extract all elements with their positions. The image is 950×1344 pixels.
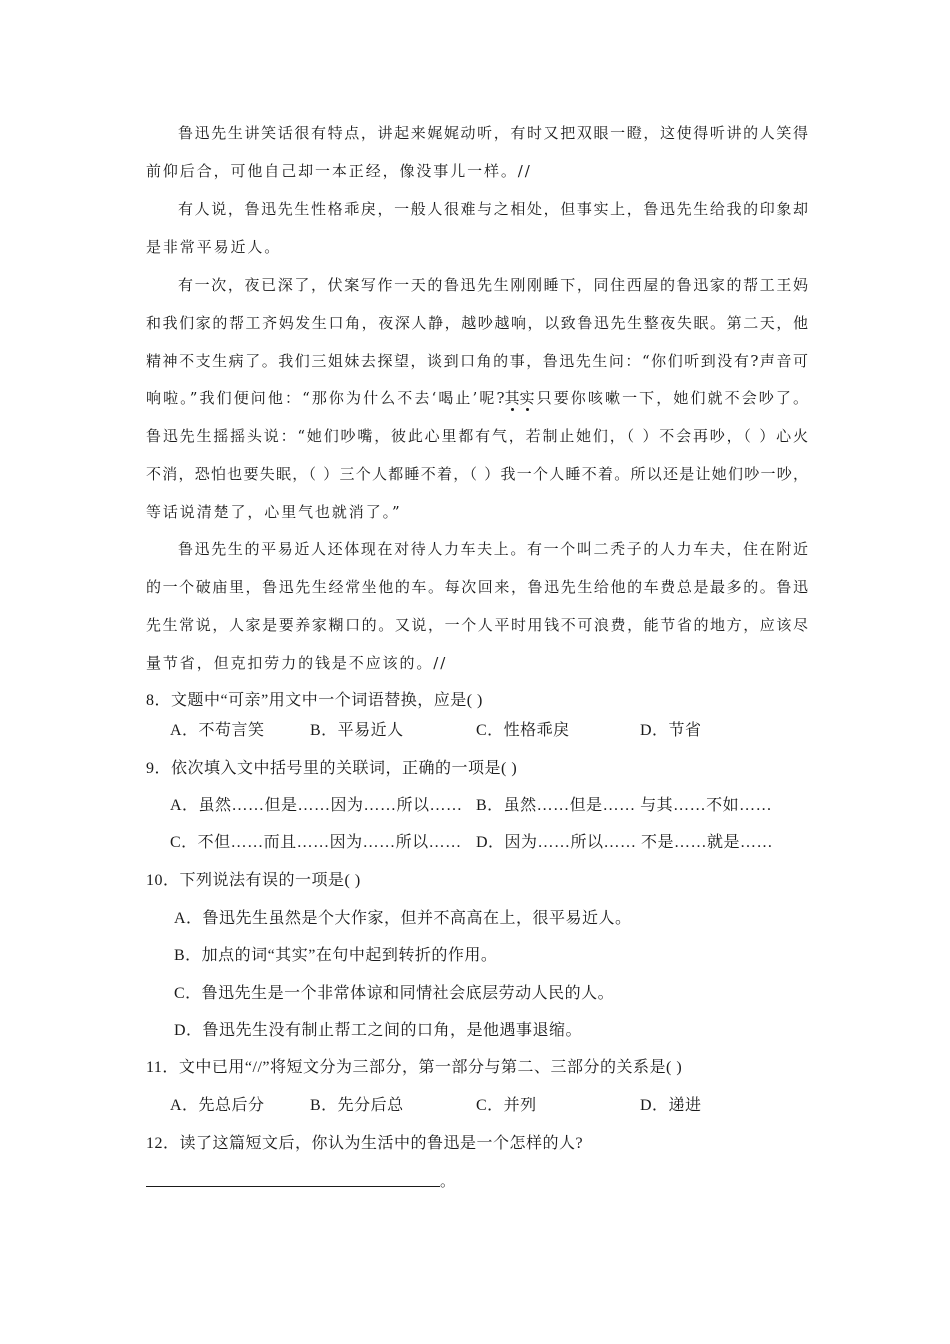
- passage-p1-line2: 前仰后合，可他自己却一本正经，像没事儿一样。//: [146, 162, 532, 180]
- question-9-option-a[interactable]: A．虽然……但是……因为……所以……: [170, 797, 463, 814]
- question-9-option-b[interactable]: B．虽然……但是…… 与其……不如……: [476, 797, 773, 814]
- passage-p4-line2: 的一个破庙里，鲁迅先生经常坐他的车。每次回来，鲁迅先生给他的车费总是最多的。鲁迅: [146, 578, 808, 596]
- question-10-option-c[interactable]: C．鲁迅先生是一个非常体谅和同情社会底层劳动人民的人。: [174, 985, 615, 1002]
- passage-p3-line2: 和我们家的帮工齐妈发生口角，夜深人静，越吵越响，以致鲁迅先生整夜失眠。第二天，他: [146, 314, 808, 332]
- question-8-option-a[interactable]: A．不苟言笑: [170, 722, 265, 739]
- passage-p4-line3: 先生常说，人家是要养家糊口的。又说，一个人平时用钱不可浪费，能节省的地方，应该尽: [146, 616, 808, 634]
- passage-p2-line1: 有人说，鲁迅先生性格乖戾，一般人很难与之相处，但事实上，鲁迅先生给我的印象却: [178, 200, 808, 218]
- question-8-stem: 8．文题中“可亲”用文中一个词语替换，应是( ): [146, 692, 483, 709]
- question-8-option-d[interactable]: D．节省: [640, 722, 702, 739]
- question-10-option-a[interactable]: A．鲁迅先生虽然是个大作家，但并不高高在上，很平易近人。: [174, 910, 632, 927]
- question-11-option-a[interactable]: A．先总后分: [170, 1097, 265, 1114]
- question-11-option-c[interactable]: C．并列: [476, 1097, 537, 1114]
- question-11-stem: 11．文中已用“//”将短文分为三部分，第一部分与第二、三部分的关系是( ): [146, 1059, 683, 1076]
- emphasis-dot-char-1: 其: [505, 383, 520, 413]
- exam-page: [146, 0, 808, 1344]
- question-11-option-d[interactable]: D．递进: [640, 1097, 702, 1114]
- passage-p1-line1: 鲁迅先生讲笑话很有特点，讲起来娓娓动听，有时又把双眼一瞪，这使得听讲的人笑得: [178, 124, 808, 142]
- question-12-answer-blank[interactable]: [146, 1186, 440, 1187]
- question-9-option-c[interactable]: C．不但……而且……因为……所以……: [170, 834, 462, 851]
- question-10-option-d[interactable]: D．鲁迅先生没有制止帮工之间的口角，是他遇事退缩。: [174, 1022, 583, 1039]
- passage-p4-line4: 量节省，但克扣劳力的钱是不应该的。//: [146, 654, 448, 672]
- question-8-option-c[interactable]: C．性格乖戾: [476, 722, 570, 739]
- passage-p3-line1: 有一次，夜已深了，伏案写作一天的鲁迅先生刚刚睡下，同住西屋的鲁迅家的帮工王妈: [178, 276, 808, 294]
- question-12-stem: 12．读了这篇短文后，你认为生活中的鲁迅是一个怎样的人?: [146, 1135, 584, 1152]
- passage-p3-line4: [146, 383, 808, 413]
- passage-p3-line5: 鲁迅先生摇摇头说：“她们吵嘴，彼此心里都有气，若制止她们，（ ）不会再吵，（ ）心火: [146, 427, 808, 445]
- question-10-stem: 10．下列说法有误的一项是( ): [146, 872, 361, 889]
- passage-p2-line2: 是非常平易近人。: [146, 238, 282, 256]
- question-9-stem: 9．依次填入文中括号里的关联词，正确的一项是( ): [146, 760, 518, 777]
- passage-p3-line6: 不消，恐怕也要失眠，（ ）三个人都睡不着，（ ）我一个人睡不着。所以还是让她们吵一吵，: [146, 465, 808, 483]
- passage-p3-line3: 精神不支生病了。我们三姐妹去探望，谈到口角的事，鲁迅先生问：“你们听到没有?声音可: [146, 352, 808, 370]
- p3-line4-before: 响啦。”我们便问他：“那你为什么不去‘喝止’呢?: [146, 389, 505, 407]
- passage-p3-line7: 等话说清楚了，心里气也就消了。”: [146, 503, 402, 521]
- p3-line4-after: 只要你咳嗽一下，她们就不会吵了。: [534, 389, 808, 407]
- question-8-option-b[interactable]: B．平易近人: [310, 722, 404, 739]
- question-12-answer-end: 。: [440, 1172, 456, 1190]
- passage-p4-line1: 鲁迅先生的平易近人还体现在对待人力车夫上。有一个叫二秃子的人力车夫，住在附近: [178, 540, 808, 558]
- question-10-option-b[interactable]: B．加点的词“其实”在句中起到转折的作用。: [174, 947, 498, 964]
- question-9-option-d[interactable]: D．因为……所以…… 不是……就是……: [476, 834, 774, 851]
- question-11-option-b[interactable]: B．先分后总: [310, 1097, 404, 1114]
- emphasis-dot-char-2: 实: [520, 383, 535, 413]
